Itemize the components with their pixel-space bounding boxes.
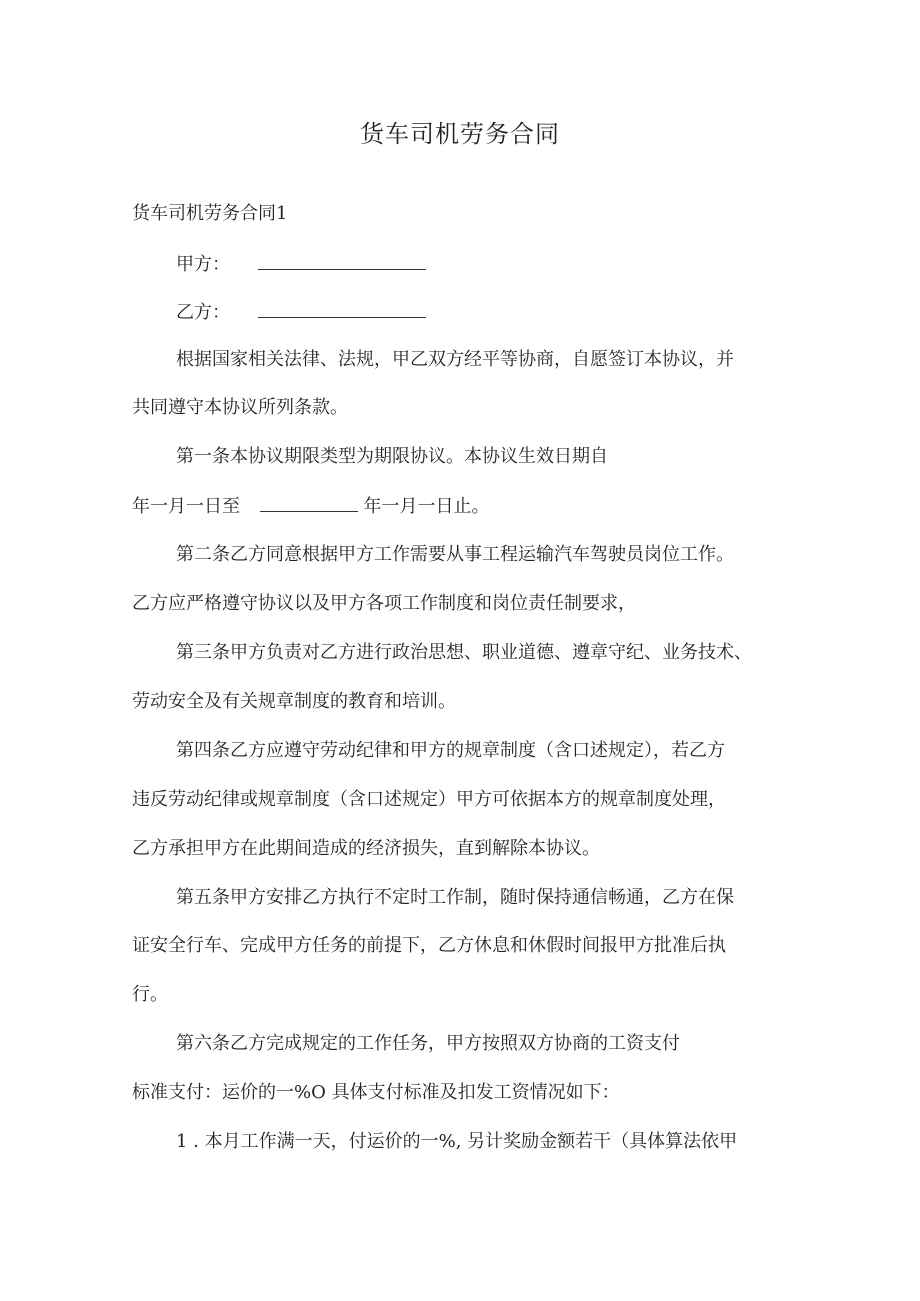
article-4-line: 违反劳动纪律或规章制度（含口述规定）甲方可依据本方的规章制度处理， — [132, 789, 726, 810]
article-6-line: 第六条乙方完成规定的工作任务，甲方按照双方协商的工资支付 — [176, 1033, 680, 1054]
document-subtitle: 货车司机劳务合同1 — [132, 203, 288, 224]
party-a-line — [176, 251, 426, 278]
article-1-date-line — [132, 493, 489, 520]
party-a-label: 甲方： — [176, 254, 230, 275]
article-4-line: 第四条乙方应遵守劳动纪律和甲方的规章制度（含口述规定），若乙方 — [176, 740, 725, 761]
article-2-line: 第二条乙方同意根据甲方工作需要从事工程运输汽车驾驶员岗位工作。 — [176, 544, 734, 565]
date-start-text: 年一月一日至 — [132, 496, 240, 517]
paragraph-line: 共同遵守本协议所列条款。 — [132, 397, 348, 418]
article-6-line: 标准支付：运价的一%O 具体支付标准及扣发工资情况如下： — [132, 1082, 620, 1103]
article-3-line: 劳动安全及有关规章制度的教育和培训。 — [132, 691, 456, 712]
document-title: 货车司机劳务合同 — [360, 120, 560, 148]
article-5-line: 证安全行车、完成甲方任务的前提下，乙方休息和休假时间报甲方批准后执 — [132, 935, 726, 956]
article-5-line: 行。 — [132, 984, 168, 1005]
article-5-line: 第五条甲方安排乙方执行不定时工作制，随时保持通信畅通，乙方在保 — [176, 887, 734, 908]
article-6-item-line: 1 . 本月工作满一天，付运价的一%, 另计奖励金额若干（具体算法依甲 — [176, 1131, 738, 1152]
article-1-line: 第一条本协议期限类型为期限协议。本协议生效日期自 — [176, 446, 608, 467]
party-a-blank — [258, 251, 426, 270]
date-blank — [260, 493, 358, 512]
party-b-blank — [258, 299, 426, 318]
party-b-label: 乙方： — [176, 302, 230, 323]
date-end-text: 年一月一日止。 — [363, 496, 490, 517]
paragraph-line: 根据国家相关法律、法规，甲乙双方经平等协商，自愿签订本协议，并 — [176, 349, 734, 370]
party-b-line — [176, 299, 426, 326]
article-4-line: 乙方承担甲方在此期间造成的经济损失，直到解除本协议。 — [132, 838, 600, 859]
article-2-line: 乙方应严格遵守协议以及甲方各项工作制度和岗位责任制要求， — [132, 593, 636, 614]
article-3-line: 第三条甲方负责对乙方进行政治思想、职业道德、遵章守纪、业务技术、 — [176, 642, 752, 663]
